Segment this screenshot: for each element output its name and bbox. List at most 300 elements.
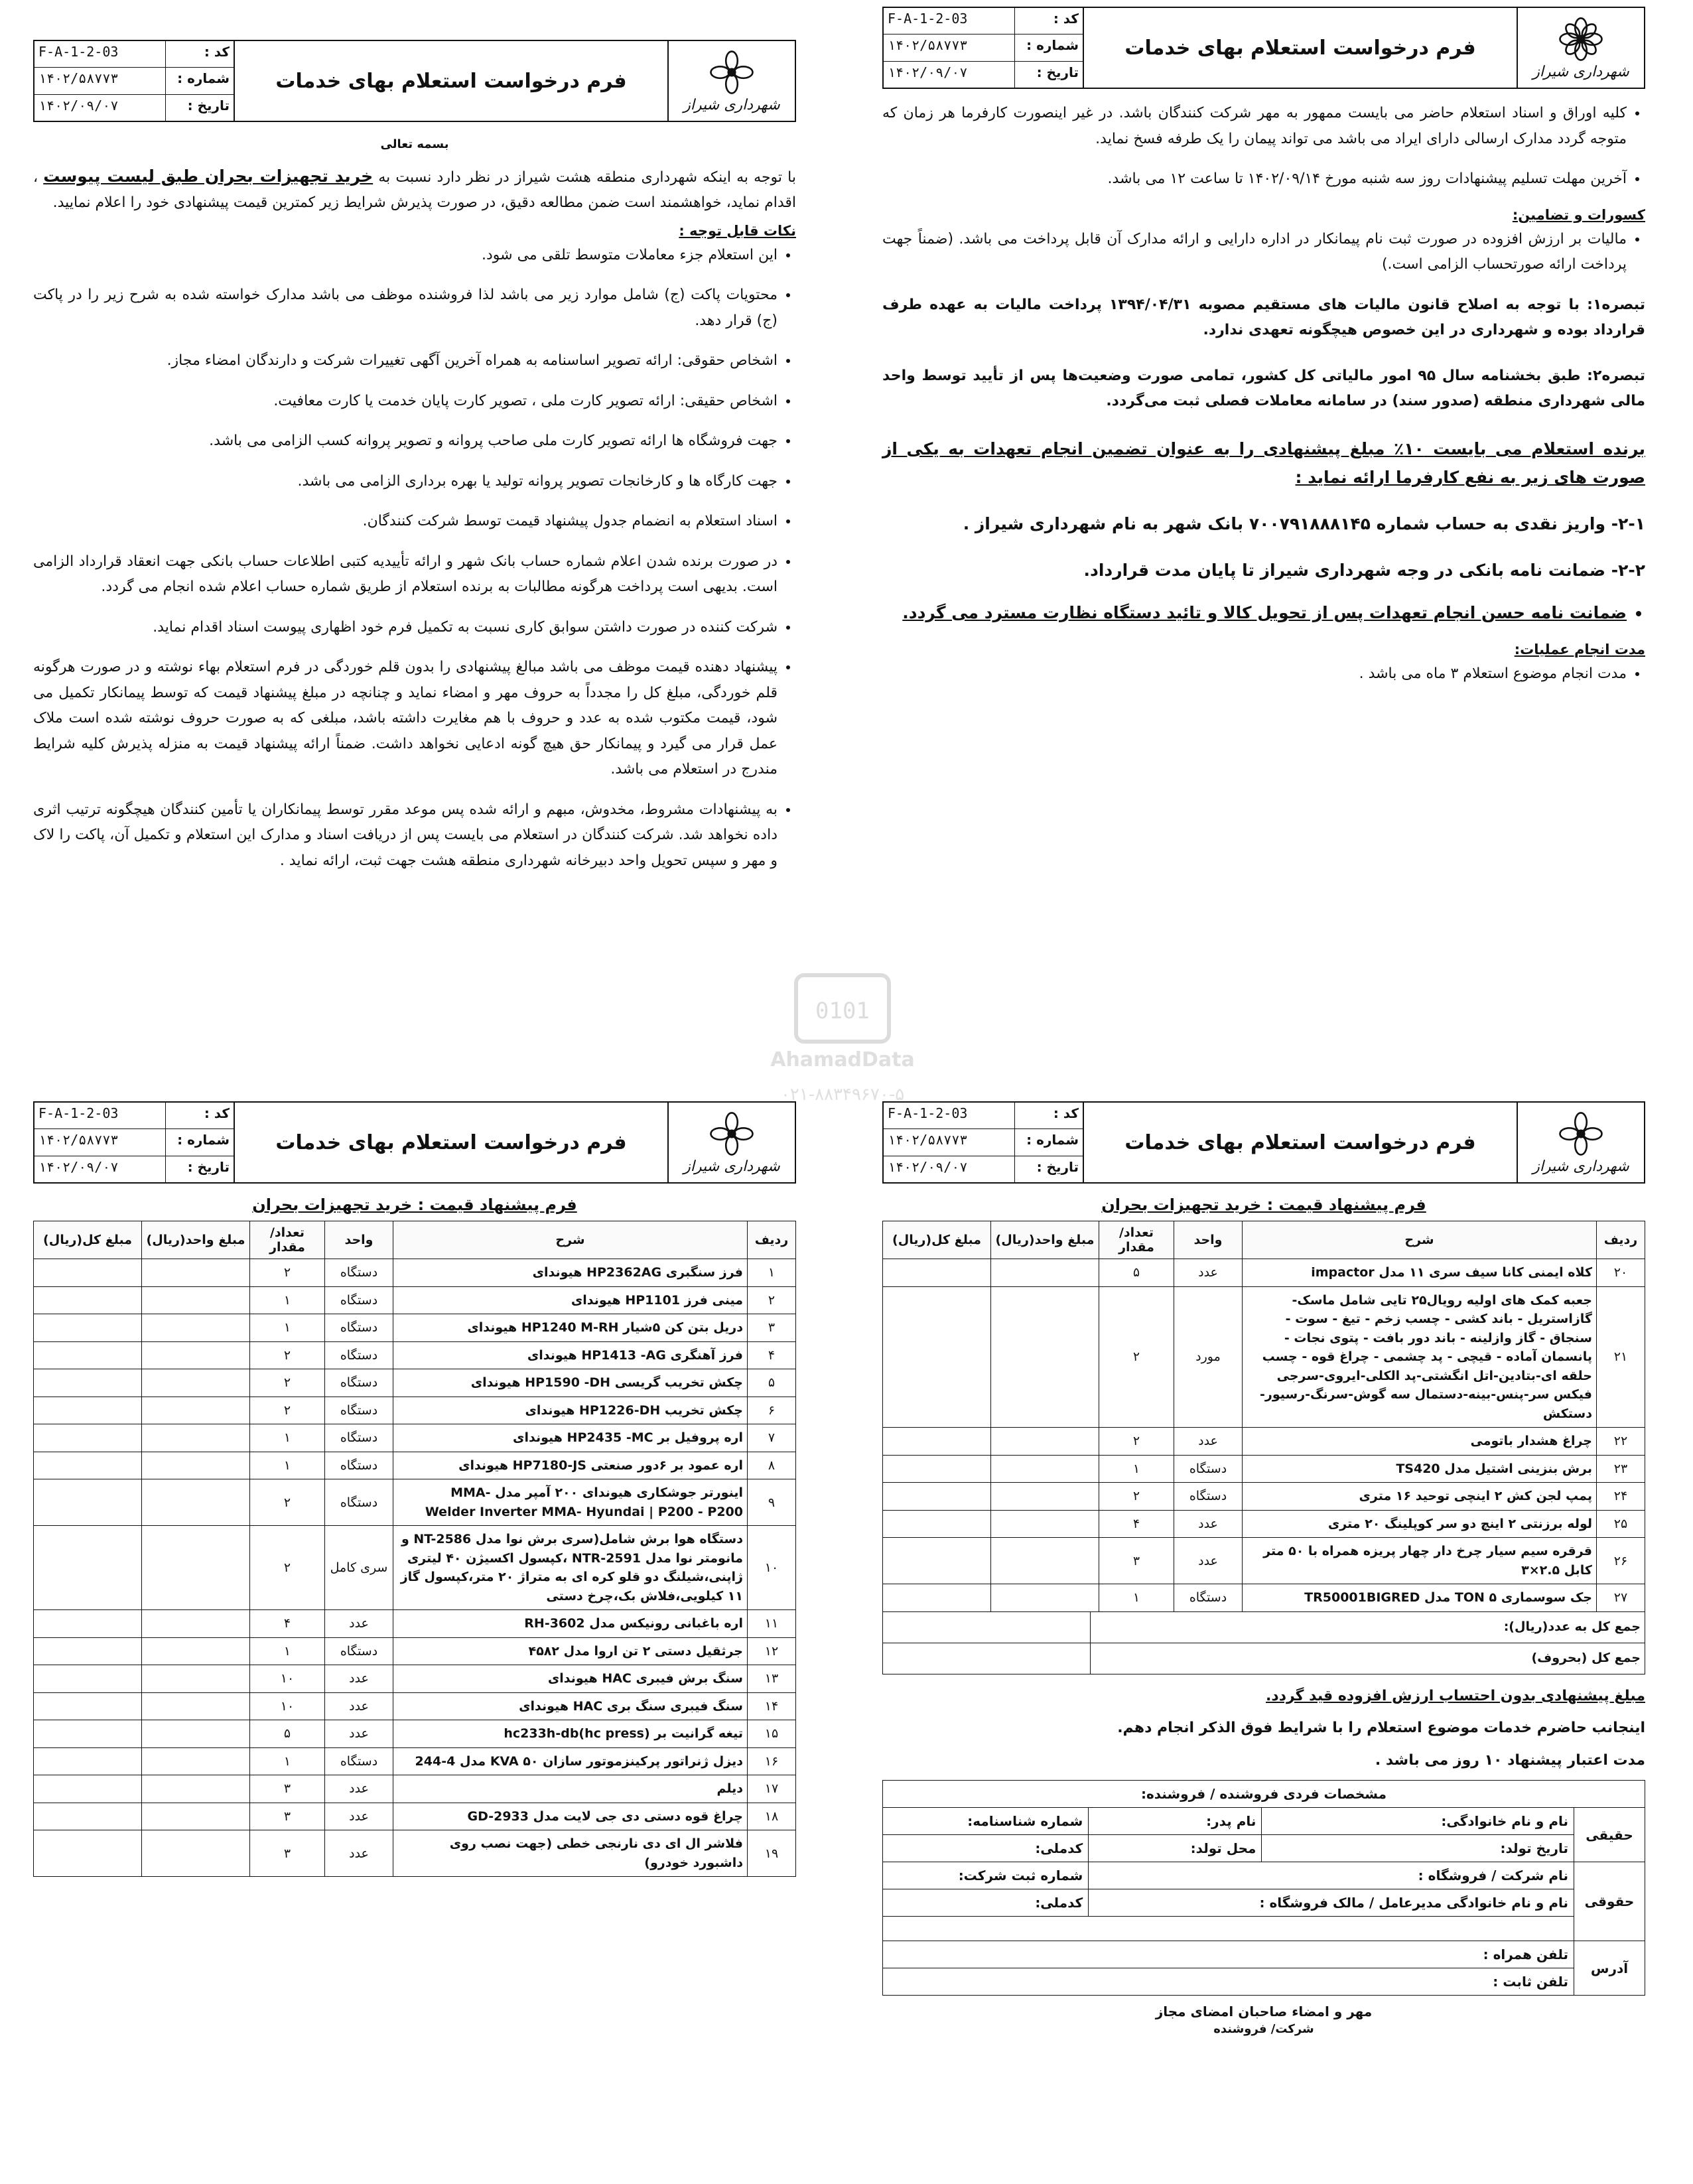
table-row xyxy=(34,1452,796,1479)
row-total-cell[interactable] xyxy=(883,1455,991,1483)
birthplace-field[interactable]: محل تولد: xyxy=(1089,1835,1262,1862)
row-unit-price-cell[interactable] xyxy=(142,1314,250,1342)
row-number: ۱۶ xyxy=(748,1747,796,1775)
row-quantity: ۱ xyxy=(1099,1584,1174,1612)
row-number: ۱۲ xyxy=(748,1637,796,1665)
row-total-cell[interactable] xyxy=(34,1452,142,1479)
form-header xyxy=(33,1101,796,1184)
row-unit-price-cell[interactable] xyxy=(142,1259,250,1287)
code-label: کد : xyxy=(1014,8,1083,34)
row-description: چراغ هشدار باتومی xyxy=(1243,1428,1597,1456)
note-item: • این استعلام جزء معاملات متوسط تلقی می شود. xyxy=(33,243,778,269)
row-total-cell[interactable] xyxy=(34,1286,142,1314)
price-form-title: فرم پیشنهاد قیمت : خرید تجهیزات بحران xyxy=(252,1195,577,1214)
intro-paragraph xyxy=(33,162,796,216)
row-number: ۲۰ xyxy=(1597,1259,1645,1287)
table-row xyxy=(883,1259,1645,1287)
row-unit-price-cell[interactable] xyxy=(991,1286,1099,1428)
row-unit-price-cell[interactable] xyxy=(142,1692,250,1720)
row-quantity: ۱ xyxy=(250,1424,325,1452)
legal-person-label: حقوقی xyxy=(1574,1862,1645,1941)
municipality-logo xyxy=(667,1103,795,1182)
number-value: ۱۴۰۲/۵۸۷۷۳ xyxy=(888,37,968,54)
row-number: ۱۱ xyxy=(748,1610,796,1638)
notes-title: نکات قابل توجه : xyxy=(679,222,796,239)
col-qty: تعداد/ مقدار xyxy=(250,1221,325,1259)
row-number: ۸ xyxy=(748,1452,796,1479)
page-intro xyxy=(13,40,816,1075)
intro-part-2: ، اقدام نماید، خواهشمند است ضمن مطالعه دقیق، در صورت پذیرش شرایط زیر کمترین قیمت پیشنهادی خود را اعلام نمایید. xyxy=(33,169,796,212)
condition-vat: • مالیات بر ارزش افزوده در صورت ثبت نام پیمانکار در اداره دارایی و ارائه مدارک آن قابل پرداخت می باشد. (ضمناً جهت پرداخت ارائه صورتحساب الزامی است.) xyxy=(882,227,1627,278)
row-unit-price-cell[interactable] xyxy=(142,1720,250,1748)
row-quantity: ۱ xyxy=(250,1314,325,1342)
table-row xyxy=(34,1692,796,1720)
city-name: شهرداری شیراز xyxy=(1532,63,1629,80)
row-number: ۲۳ xyxy=(1597,1455,1645,1483)
row-total-cell[interactable] xyxy=(883,1428,991,1456)
row-unit: عدد xyxy=(1174,1428,1243,1456)
note-item: • محتویات پاکت (ج) شامل موارد زیر می باشد لذا فروشنده موظف می باشد مدارک خواسته شده به شرح زیر را در پاکت (ج) قرار دهد. xyxy=(33,283,778,334)
watermark-phone: ۰۲۱-۸۸۳۴۹۶۷۰-۵ xyxy=(780,1085,905,1105)
row-unit: دستگاه xyxy=(325,1747,393,1775)
row-unit: دستگاه xyxy=(325,1452,393,1479)
sum-table xyxy=(882,1611,1645,1674)
row-total-cell[interactable] xyxy=(34,1479,142,1526)
date-value: ۱۴۰۲/۰۹/۰۷ xyxy=(38,1158,119,1175)
col-unit: واحد xyxy=(1174,1221,1243,1259)
row-number: ۳ xyxy=(748,1314,796,1342)
guarantee-text: برنده استعلام می بایست ۱۰٪ مبلغ پیشنهادی را به عنوان تضمین انجام تعهدات به یکی از صورت های زیر به نفع کارفرما ارائه نماید : xyxy=(882,439,1646,488)
form-title: فرم درخواست استعلام بهای خدمات xyxy=(234,41,667,121)
col-total: مبلغ کل(ریال) xyxy=(883,1221,991,1259)
row-quantity: ۲ xyxy=(250,1369,325,1397)
row-unit-price-cell[interactable] xyxy=(142,1479,250,1526)
table-row xyxy=(34,1526,796,1610)
date-label: تاریخ : xyxy=(165,95,234,121)
row-total-cell[interactable] xyxy=(34,1692,142,1720)
row-unit: دستگاه xyxy=(325,1397,393,1424)
form-meta xyxy=(34,1103,234,1182)
number-label: شماره : xyxy=(165,68,234,94)
row-unit: مورد xyxy=(1174,1286,1243,1428)
row-quantity: ۲ xyxy=(250,1397,325,1424)
number-label: شماره : xyxy=(1014,34,1083,60)
row-quantity: ۲ xyxy=(1099,1286,1174,1428)
row-quantity: ۲ xyxy=(1099,1428,1174,1456)
row-unit: دستگاه xyxy=(325,1259,393,1287)
row-total-cell[interactable] xyxy=(34,1665,142,1693)
row-unit: عدد xyxy=(1174,1259,1243,1287)
row-unit: دستگاه xyxy=(325,1424,393,1452)
row-unit-price-cell[interactable] xyxy=(142,1452,250,1479)
row-unit: عدد xyxy=(325,1803,393,1830)
row-unit-price-cell[interactable] xyxy=(991,1428,1099,1456)
row-number: ۴ xyxy=(748,1341,796,1369)
row-unit: عدد xyxy=(325,1610,393,1638)
row-unit-price-cell[interactable] xyxy=(142,1830,250,1877)
notes-list xyxy=(33,243,796,874)
price-table-b xyxy=(882,1221,1645,1612)
row-total-cell[interactable] xyxy=(34,1830,142,1877)
legal-blank xyxy=(883,1917,1574,1941)
row-number: ۱ xyxy=(748,1259,796,1287)
row-unit: دستگاه xyxy=(325,1479,393,1526)
row-unit-price-cell[interactable] xyxy=(991,1584,1099,1612)
validity: مدت اعتبار پیشنهاد ۱۰ روز می باشد . xyxy=(1375,1751,1645,1769)
watermark-text: AhamadData xyxy=(770,1048,915,1071)
mobile-field[interactable]: تلفن همراه : xyxy=(883,1941,1574,1968)
row-description: جعبه کمک های اولیه رویال۲۵ تایی شامل ماسک-گازاستریل - باند کشی - چسب زخم - تیغ - سوت - سنجاق - گاز وازلینه - باند دور بافت - پتوی نجات - پانسمان آماده - قیچی - پد چشمی - چراغ قوه - چسب حلقه ای-بتادین-اتل انگشتی-پد الکلی-ایروی-سرجی فیکس سر-پنس-بینه-دستمال سه گوش-سرنگ-رسیور-دستکش xyxy=(1243,1286,1597,1428)
price-table-a xyxy=(33,1221,796,1877)
row-quantity: ۴ xyxy=(1099,1510,1174,1538)
row-description: جرثقیل دستی ۲ تن اروا مدل ۴۵۸۲ xyxy=(393,1637,748,1665)
table-row xyxy=(34,1720,796,1748)
col-unit: واحد xyxy=(325,1221,393,1259)
code-value: F-A-1-2-03 xyxy=(888,11,968,27)
row-unit-price-cell[interactable] xyxy=(991,1510,1099,1538)
duration-text: • مدت انجام موضوع استعلام ۳ ماه می باشد . xyxy=(882,661,1627,687)
duration-title: مدت انجام عملیات: xyxy=(1514,642,1645,658)
number-label: شماره : xyxy=(1014,1129,1083,1155)
row-number: ۲۴ xyxy=(1597,1483,1645,1511)
row-description: فرز سنگبری HP2362AG هیوندای xyxy=(393,1259,748,1287)
row-number: ۲۱ xyxy=(1597,1286,1645,1428)
col-unit-price: مبلغ واحد(ریال) xyxy=(991,1221,1099,1259)
row-unit-price-cell[interactable] xyxy=(142,1397,250,1424)
national-id-field[interactable]: کدملی: xyxy=(883,1835,1089,1862)
registration-field[interactable]: شماره ثبت شرکت: xyxy=(883,1862,1089,1889)
price-form-title: فرم پیشنهاد قیمت : خرید تجهیزات بحران xyxy=(1101,1195,1426,1214)
row-total-cell[interactable] xyxy=(34,1314,142,1342)
row-number: ۱۷ xyxy=(748,1775,796,1803)
row-quantity: ۵ xyxy=(250,1720,325,1748)
table-row xyxy=(883,1286,1645,1428)
form-title: فرم درخواست استعلام بهای خدمات xyxy=(1083,1103,1517,1182)
national-id-2-field[interactable]: کدملی: xyxy=(883,1889,1089,1917)
number-value: ۱۴۰۲/۵۸۷۷۳ xyxy=(38,70,119,87)
col-qty: تعداد/ مقدار xyxy=(1099,1221,1174,1259)
row-unit: دستگاه xyxy=(325,1286,393,1314)
birthdate-field[interactable]: تاریخ تولد: xyxy=(1262,1835,1574,1862)
row-description: اره باغبانی رونیکس مدل RH-3602 xyxy=(393,1610,748,1638)
form-header xyxy=(882,1101,1645,1184)
table-row xyxy=(883,1584,1645,1612)
table-row xyxy=(34,1259,796,1287)
intro-part-1: با توجه به اینکه شهرداری منطقه هشت شیراز در نظر دارد نسبت به xyxy=(378,169,796,186)
table-row xyxy=(34,1341,796,1369)
row-description: لوله برزنتی ۲ اینچ دو سر کوپلینگ ۲۰ متری xyxy=(1243,1510,1597,1538)
row-quantity: ۵ xyxy=(1099,1259,1174,1287)
row-description: فلاشر ال ای دی نارنجی خطی (جهت نصب روی داشبورد خودرو) xyxy=(393,1830,748,1877)
row-unit: دستگاه xyxy=(325,1314,393,1342)
row-unit-price-cell[interactable] xyxy=(142,1369,250,1397)
row-number: ۲۷ xyxy=(1597,1584,1645,1612)
row-description: اره پروفیل بر HP2435 -MC هیوندای xyxy=(393,1424,748,1452)
name-field[interactable]: نام و نام خانوادگی: xyxy=(1262,1808,1574,1835)
row-description: چکش تخریب گریسی HP1590 -DH هیوندای xyxy=(393,1369,748,1397)
row-unit-price-cell[interactable] xyxy=(142,1747,250,1775)
row-unit: عدد xyxy=(325,1775,393,1803)
row-total-cell[interactable] xyxy=(883,1259,991,1287)
table-row xyxy=(883,1510,1645,1538)
note-item: • پیشنهاد دهنده قیمت موظف می باشد مبالغ پیشنهادی را بدون قلم خوردگی در فرم استعلام بهاء نوشته و در صورت هرگونه قلم خوردگی، مبلغ کل را مجدداً به حروف مهر و امضاء نماید و چنانچه در مبلغ پیشنهاد قیمت که توسط پیمانکار تکمیل می شود، قیمت مکتوب شده به عدد و حروف با هم مغایرت داشته باشد، مبلغی که به صورت حروف نوشته شده است ملاک عمل قرار می گیرد و پیمانکار حق هیچ گونه ادعایی نخواهد داشت. ضمناً ارائه پیشنهاد قیمت به منزله پذیرش کلیه شرایط مندرج در استعلام می باشد. xyxy=(33,655,778,783)
row-quantity: ۱ xyxy=(1099,1455,1174,1483)
row-number: ۶ xyxy=(748,1397,796,1424)
row-total-cell[interactable] xyxy=(34,1637,142,1665)
col-desc: شرح xyxy=(393,1221,748,1259)
row-description: کلاه ایمنی کانا سیف سری ۱۱ مدل impactor xyxy=(1243,1259,1597,1287)
table-row xyxy=(34,1424,796,1452)
row-unit-price-cell[interactable] xyxy=(142,1637,250,1665)
row-total-cell[interactable] xyxy=(34,1610,142,1638)
number-value: ۱۴۰۲/۵۸۷۷۳ xyxy=(38,1132,119,1148)
id-field[interactable]: شماره شناسنامه: xyxy=(883,1808,1089,1835)
row-unit-price-cell[interactable] xyxy=(142,1424,250,1452)
row-quantity: ۲ xyxy=(250,1526,325,1610)
table-row xyxy=(34,1369,796,1397)
commitment: اینجانب حاضرم خدمات موضوع استعلام را با شرایط فوق الذکر انجام دهم. xyxy=(1117,1720,1645,1736)
flower-logo-icon xyxy=(702,1111,762,1157)
row-quantity: ۱ xyxy=(250,1452,325,1479)
row-unit: سری کامل xyxy=(325,1526,393,1610)
col-total: مبلغ کل(ریال) xyxy=(34,1221,142,1259)
municipality-logo xyxy=(667,41,795,121)
guarantee-return: • ضمانت نامه حسن انجام تعهدات پس از تحویل کالا و تائید دستگاه نظارت مسترد می گردد. xyxy=(882,598,1627,628)
form-header xyxy=(33,40,796,122)
number-label: شماره : xyxy=(165,1129,234,1155)
row-total-cell[interactable] xyxy=(883,1286,991,1428)
row-description: اینورتر جوشکاری هیوندای ۲۰۰ آمپر مدل MMA- Welder Inverter MMA- Hyundai | P200 - P200 xyxy=(393,1479,748,1526)
form-title: فرم درخواست استعلام بهای خدمات xyxy=(1083,8,1517,88)
row-unit-price-cell[interactable] xyxy=(142,1775,250,1803)
row-description: دیزل ژنراتور پرکینزموتور سازان KVA ۵۰ مدل 4-244 xyxy=(393,1747,748,1775)
intro-subject: خرید تجهیزات بحران طبق لیست پیوست xyxy=(43,166,373,186)
table-row xyxy=(34,1775,796,1803)
row-description: برش بنزینی اشتیل مدل TS420 xyxy=(1243,1455,1597,1483)
date-value: ۱۴۰۲/۰۹/۰۷ xyxy=(888,1158,968,1175)
table-row xyxy=(883,1428,1645,1456)
row-unit: عدد xyxy=(1174,1538,1243,1584)
date-value: ۱۴۰۲/۰۹/۰۷ xyxy=(888,64,968,80)
city-name: شهرداری شیراز xyxy=(683,1158,780,1175)
vendor-table xyxy=(882,1780,1645,1996)
row-unit-price-cell[interactable] xyxy=(991,1538,1099,1584)
signature-line: مهر و امضاء صاحبان امضای مجاز xyxy=(1155,2004,1373,2019)
guarantee-option-1: ۲-۱- واریز نقدی به حساب شماره ۷۰۰۷۹۱۸۸۸۱۴۵ بانک شهر به نام شهرداری شیراز . xyxy=(963,514,1645,533)
row-number: ۹ xyxy=(748,1479,796,1526)
row-total-cell[interactable] xyxy=(883,1510,991,1538)
row-description: دریل بتن کن ۵شیار HP1240 M-RH هیوندای xyxy=(393,1314,748,1342)
row-unit: عدد xyxy=(325,1720,393,1748)
row-unit: عدد xyxy=(1174,1510,1243,1538)
svg-text:0101: 0101 xyxy=(815,998,870,1024)
table-row xyxy=(34,1803,796,1830)
note-1: تبصره۱: با توجه به اصلاح قانون مالیات های مستقیم مصوبه ۱۳۹۴/۰۴/۳۱ پرداخت مالیات به عهده طرف قرارداد بوده و شهرداری در این خصوص هیچگونه تعهدی ندارد. xyxy=(882,296,1645,338)
row-description: سنگ فیبری سنگ بری HAC هیوندای xyxy=(393,1692,748,1720)
note-2: تبصره۲: طبق بخشنامه سال ۹۵ امور مالیاتی کل کشور، تمامی صورت وضعیت‌ها پس از تأیید توسط واحد مالی شهرداری منطقه (صدور سند) در سامانه معاملات فصلی ثبت می‌گردد. xyxy=(882,367,1645,409)
row-description: سنگ برش فیبری HAC هیوندای xyxy=(393,1665,748,1693)
form-header xyxy=(882,7,1645,89)
form-title: فرم درخواست استعلام بهای خدمات xyxy=(234,1103,667,1182)
row-unit: دستگاه xyxy=(325,1341,393,1369)
condition-stamp: • کلیه اوراق و اسناد استعلام حاضر می بایست ممهور به مهر شرکت کنندگان باشد. در غیر اینصورت کارفرما هر زمان که متوجه گردد مدارک ارسالی دارای ایراد می باشد می تواند پیمان را یک طرفه فسخ نماید. xyxy=(882,101,1627,152)
city-name: شهرداری شیراز xyxy=(1532,1158,1629,1175)
row-quantity: ۲ xyxy=(1099,1483,1174,1511)
row-unit-price-cell[interactable] xyxy=(142,1341,250,1369)
table-row xyxy=(34,1665,796,1693)
row-description: دستگاه هوا برش شامل(سری برش نوا مدل NT-2586 و مانومتر نوا مدل NTR-2591 ،کپسول اکسیژن ۴۰ لیتری ژاپنی،شیلنگ دو قلو کره ای به متراژ ۲۰ متر،کپسول گاز ۱۱ کیلویی،فلاش بک،چرخ دستی xyxy=(393,1526,748,1610)
sum-words-cell[interactable] xyxy=(883,1643,1091,1674)
code-label: کد : xyxy=(1014,1103,1083,1128)
form-meta xyxy=(884,1103,1083,1182)
code-value: F-A-1-2-03 xyxy=(888,1105,968,1121)
date-label: تاریخ : xyxy=(1014,1156,1083,1182)
row-quantity: ۴ xyxy=(250,1610,325,1638)
code-value: F-A-1-2-03 xyxy=(38,1105,119,1121)
row-quantity: ۳ xyxy=(250,1775,325,1803)
number-value: ۱۴۰۲/۵۸۷۷۳ xyxy=(888,1132,968,1148)
row-description: چکش تخریب HP1226-DH هیوندای xyxy=(393,1397,748,1424)
row-description: جک سوسماری ۵ TON مدل TR50001BIGRED xyxy=(1243,1584,1597,1612)
sum-words-label: جمع کل (بحروف) xyxy=(1091,1643,1645,1674)
flower-logo-icon xyxy=(1551,16,1611,62)
row-quantity: ۳ xyxy=(250,1803,325,1830)
sum-number-cell[interactable] xyxy=(883,1611,1091,1643)
municipality-logo xyxy=(1517,8,1644,88)
code-label: کد : xyxy=(165,41,234,67)
page-price-form-2 xyxy=(862,1101,1665,2136)
note-item: • اشخاص حقوقی: ارائه تصویر اساسنامه به همراه آخرین آگهی تغییرات شرکت و دارندگان امضاء مجاز. xyxy=(33,348,778,374)
company-field[interactable]: نام شرکت / فروشگاه : xyxy=(1089,1862,1574,1889)
flower-logo-icon xyxy=(702,49,762,96)
row-quantity: ۱ xyxy=(250,1637,325,1665)
row-unit-price-cell[interactable] xyxy=(142,1526,250,1610)
bismillah: بسمه تعالی xyxy=(380,137,449,151)
conditions-list xyxy=(882,101,1645,192)
date-label: تاریخ : xyxy=(165,1156,234,1182)
row-unit: دستگاه xyxy=(1174,1584,1243,1612)
row-unit-price-cell[interactable] xyxy=(142,1665,250,1693)
row-number: ۲ xyxy=(748,1286,796,1314)
table-body-a xyxy=(34,1259,796,1877)
sum-number-label: جمع کل به عدد(ریال): xyxy=(1091,1611,1645,1643)
table-row xyxy=(34,1286,796,1314)
row-total-cell[interactable] xyxy=(34,1775,142,1803)
row-total-cell[interactable] xyxy=(34,1369,142,1397)
row-description: مینی فرز HP1101 هیوندای xyxy=(393,1286,748,1314)
note-item: • شرکت کننده در صورت داشتن سوابق کاری نسبت به تکمیل فرم خود اظهاری پیوست اسناد اقدام نماید. xyxy=(33,615,778,641)
row-unit: دستگاه xyxy=(1174,1455,1243,1483)
row-number: ۱۰ xyxy=(748,1526,796,1610)
guarantee-option-2: ۲-۲- ضمانت نامه بانکی در وجه شهرداری شیراز تا پایان مدت قرارداد. xyxy=(1083,560,1645,580)
row-description: چراغ قوه دستی دی جی لایت مدل GD-2933 xyxy=(393,1803,748,1830)
table-row xyxy=(34,1637,796,1665)
row-total-cell[interactable] xyxy=(34,1341,142,1369)
col-row: ردیف xyxy=(1597,1221,1645,1259)
row-description: اره عمود بر ۶دور صنعتی HP7180-JS هیوندای xyxy=(393,1452,748,1479)
row-number: ۲۶ xyxy=(1597,1538,1645,1584)
condition-deadline: • آخرین مهلت تسلیم پیشنهادات روز سه شنبه مورخ ۱۴۰۲/۰۹/۱۴ تا ساعت ۱۲ می باشد. xyxy=(882,167,1627,192)
row-description: تیغه گرانیت بر hc233h-db(hc press) xyxy=(393,1720,748,1748)
natural-person-label: حقیقی xyxy=(1574,1808,1645,1862)
row-total-cell[interactable] xyxy=(34,1747,142,1775)
vat-note: مبلغ پیشنهادی بدون احتساب ارزش افزوده قید گردد. xyxy=(1266,1687,1645,1704)
ceo-field[interactable]: نام و نام خانوادگی مدیرعامل / مالک فروشگاه : xyxy=(1089,1889,1574,1917)
row-number: ۱۳ xyxy=(748,1665,796,1693)
table-row xyxy=(883,1538,1645,1584)
row-number: ۲۵ xyxy=(1597,1510,1645,1538)
row-unit-price-cell[interactable] xyxy=(991,1455,1099,1483)
row-number: ۷ xyxy=(748,1424,796,1452)
row-unit: عدد xyxy=(325,1830,393,1877)
note-item: • جهت فروشگاه ها ارائه تصویر کارت ملی صاحب پروانه و تصویر پروانه کسب الزامی می باشد. xyxy=(33,429,778,454)
row-unit: عدد xyxy=(325,1692,393,1720)
city-name: شهرداری شیراز xyxy=(683,96,780,113)
row-unit-price-cell[interactable] xyxy=(991,1483,1099,1511)
row-unit-price-cell[interactable] xyxy=(142,1286,250,1314)
row-total-cell[interactable] xyxy=(34,1720,142,1748)
table-row xyxy=(34,1830,796,1877)
row-total-cell[interactable] xyxy=(883,1538,991,1584)
father-field[interactable]: نام پدر: xyxy=(1089,1808,1262,1835)
row-quantity: ۱ xyxy=(250,1747,325,1775)
table-row xyxy=(34,1314,796,1342)
table-body-b xyxy=(883,1259,1645,1612)
table-row xyxy=(34,1479,796,1526)
row-quantity: ۲ xyxy=(250,1341,325,1369)
row-unit: دستگاه xyxy=(325,1369,393,1397)
code-label: کد : xyxy=(165,1103,234,1128)
row-total-cell[interactable] xyxy=(34,1397,142,1424)
row-total-cell[interactable] xyxy=(34,1803,142,1830)
row-total-cell[interactable] xyxy=(34,1526,142,1610)
form-meta xyxy=(884,8,1083,88)
row-number: ۱۹ xyxy=(748,1830,796,1877)
row-number: ۵ xyxy=(748,1369,796,1397)
row-description: فرز آهنگری HP1413 -AG هیوندای xyxy=(393,1341,748,1369)
signature-subline: شرکت/ فروشنده xyxy=(1213,2022,1314,2036)
table-row xyxy=(883,1483,1645,1511)
vendor-title: مشخصات فردی فروشنده / فروشنده: xyxy=(883,1781,1645,1808)
row-total-cell[interactable] xyxy=(883,1584,991,1612)
row-total-cell[interactable] xyxy=(883,1483,991,1511)
row-unit-price-cell[interactable] xyxy=(991,1259,1099,1287)
row-unit: دستگاه xyxy=(325,1637,393,1665)
row-unit: عدد xyxy=(325,1665,393,1693)
col-row: ردیف xyxy=(748,1221,796,1259)
row-number: ۱۸ xyxy=(748,1803,796,1830)
note-item: • جهت کارگاه ها و کارخانجات تصویر پروانه تولید یا بهره برداری الزامی می باشد. xyxy=(33,469,778,495)
code-value: F-A-1-2-03 xyxy=(38,44,119,60)
row-unit-price-cell[interactable] xyxy=(142,1803,250,1830)
phone-field[interactable]: تلفن ثابت : xyxy=(883,1968,1574,1996)
row-quantity: ۱۰ xyxy=(250,1692,325,1720)
row-total-cell[interactable] xyxy=(34,1259,142,1287)
address-label: آدرس xyxy=(1574,1941,1645,1996)
page-conditions-continued xyxy=(862,7,1665,1042)
note-item: • اسناد استعلام به انضمام جدول پیشنهاد قیمت توسط شرکت کنندگان. xyxy=(33,509,778,535)
table-row xyxy=(883,1455,1645,1483)
row-quantity: ۱ xyxy=(250,1286,325,1314)
row-unit-price-cell[interactable] xyxy=(142,1610,250,1638)
row-quantity: ۳ xyxy=(1099,1538,1174,1584)
date-value: ۱۴۰۲/۰۹/۰۷ xyxy=(38,97,119,113)
page-price-form-1 xyxy=(13,1101,816,2136)
date-label: تاریخ : xyxy=(1014,62,1083,88)
table-row xyxy=(34,1747,796,1775)
row-total-cell[interactable] xyxy=(34,1424,142,1452)
table-row xyxy=(34,1610,796,1638)
